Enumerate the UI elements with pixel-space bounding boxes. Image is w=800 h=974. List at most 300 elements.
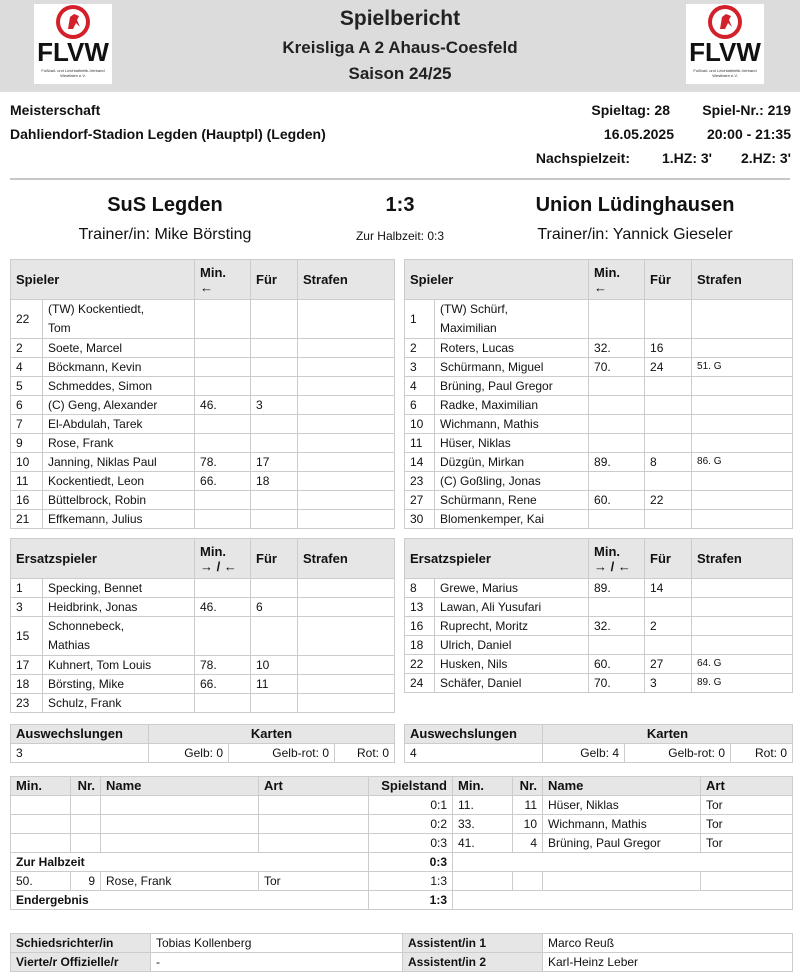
sub-for — [645, 598, 692, 617]
penalty — [692, 598, 793, 617]
penalty — [692, 636, 793, 655]
halftime-label: Zur Halbzeit — [11, 853, 369, 872]
penalty — [692, 300, 793, 339]
penalty — [298, 396, 395, 415]
player-number: 16 — [405, 617, 435, 636]
penalty — [298, 694, 395, 713]
table-header-row — [405, 539, 793, 579]
officials-row — [11, 953, 793, 972]
sub-minute — [195, 510, 251, 529]
sub-minute: 46. — [195, 396, 251, 415]
sub-for — [251, 434, 298, 453]
penalty — [298, 510, 395, 529]
player-number: 2 — [405, 339, 435, 358]
player-number: 6 — [11, 396, 43, 415]
player-number: 18 — [405, 636, 435, 655]
penalty — [298, 617, 395, 656]
player-name: Wichmann, Mathis — [435, 415, 589, 434]
sub-minute — [589, 377, 645, 396]
game-number: Spiel-Nr.: 219 — [702, 102, 791, 118]
player-row — [405, 358, 793, 377]
venue: Dahliendorf-Stadion Legden (Hauptpl) (Legden) — [10, 126, 326, 142]
player-name: Böckmann, Kevin — [43, 358, 195, 377]
player-row — [405, 579, 793, 598]
yellow-red-cards: Gelb-rot: 0 — [625, 744, 731, 763]
match-date: 16.05.2025 — [603, 126, 674, 142]
player-row — [405, 674, 793, 693]
player-name: Düzgün, Mirkan — [435, 453, 589, 472]
away-lineup-table — [404, 259, 793, 529]
competition-type: Meisterschaft — [10, 102, 101, 118]
player-number: 8 — [405, 579, 435, 598]
player-row — [11, 377, 395, 396]
player-name: Schmeddes, Simon — [43, 377, 195, 396]
away-team-name: Union Lüdinghausen — [535, 194, 735, 216]
player-name: Radke, Maximilian — [435, 396, 589, 415]
player-number: 18 — [11, 675, 43, 694]
player-name: Janning, Niklas Paul — [43, 453, 195, 472]
sub-for — [645, 300, 692, 339]
sub-for: 8 — [645, 453, 692, 472]
player-row — [405, 415, 793, 434]
penalty — [298, 472, 395, 491]
sub-for: 17 — [251, 453, 298, 472]
player-name: Husken, Nils — [435, 655, 589, 674]
penalty — [692, 415, 793, 434]
sub-for: 2 — [645, 617, 692, 636]
sub-minute — [195, 694, 251, 713]
league-name: Kreisliga A 2 Ahaus-Coesfeld — [282, 38, 518, 57]
sub-minute — [195, 358, 251, 377]
penalty — [298, 434, 395, 453]
player-row — [405, 377, 793, 396]
sub-minute: 32. — [589, 617, 645, 636]
sub-minute — [589, 415, 645, 434]
sub-for — [645, 377, 692, 396]
player-row — [11, 472, 395, 491]
sub-minute — [195, 434, 251, 453]
player-name: Effkemann, Julius — [43, 510, 195, 529]
sub-minute: 89. — [589, 579, 645, 598]
col-type: Art — [701, 777, 793, 796]
sub-minute: 66. — [195, 472, 251, 491]
table-header-row — [11, 260, 395, 300]
sub-for — [251, 694, 298, 713]
final-score: 1:3 — [385, 194, 415, 216]
col-name: Name — [101, 777, 259, 796]
sub-minute: 60. — [589, 491, 645, 510]
player-number: 5 — [11, 377, 43, 396]
player-row — [405, 510, 793, 529]
player-number: 27 — [405, 491, 435, 510]
penalty — [692, 617, 793, 636]
assistant1-name: Marco Reuß — [543, 934, 793, 953]
home-lineup-table — [10, 259, 395, 529]
sub-minute — [195, 300, 251, 339]
player-row — [405, 655, 793, 674]
summary-row — [11, 744, 395, 763]
table-header-row — [405, 260, 793, 300]
event-row: 0:2 33. 10 Wichmann, Mathis Tor — [11, 815, 793, 834]
sub-minute — [589, 396, 645, 415]
substitutions-count: 3 — [11, 744, 149, 763]
player-row — [11, 339, 395, 358]
player-number: 1 — [11, 579, 43, 598]
home-subs-table — [10, 538, 395, 713]
substitutions-count: 4 — [405, 744, 543, 763]
sub-minute: 46. — [195, 598, 251, 617]
sub-for: 6 — [251, 598, 298, 617]
player-name: Brüning, Paul Gregor — [435, 377, 589, 396]
table-header-row — [405, 725, 793, 744]
sub-minute: 66. — [195, 675, 251, 694]
sub-for: 14 — [645, 579, 692, 598]
player-row — [11, 396, 395, 415]
col-nr: Nr. — [513, 777, 543, 796]
sub-for — [251, 579, 298, 598]
sub-minute: 70. — [589, 358, 645, 377]
player-number: 11 — [405, 434, 435, 453]
sub-for — [251, 377, 298, 396]
player-name: Ruprecht, Moritz — [435, 617, 589, 636]
away-trainer: Trainer/in: Yannick Gieseler — [537, 226, 733, 243]
player-row — [405, 636, 793, 655]
player-name: Rose, Frank — [43, 434, 195, 453]
col-penalties: Strafen — [692, 539, 793, 579]
penalty — [298, 415, 395, 434]
player-number: 24 — [405, 674, 435, 693]
sub-minute — [195, 579, 251, 598]
penalty — [298, 491, 395, 510]
penalty — [692, 377, 793, 396]
player-row — [11, 358, 395, 377]
col-for: Für — [251, 539, 298, 579]
player-number: 13 — [405, 598, 435, 617]
penalty — [298, 579, 395, 598]
red-cards: Rot: 0 — [731, 744, 793, 763]
col-player: Spieler — [405, 260, 589, 300]
player-number: 11 — [11, 472, 43, 491]
player-row — [11, 510, 395, 529]
event-row: 50. 9 Rose, Frank Tor 1:3 — [11, 872, 793, 891]
sub-minute — [589, 598, 645, 617]
referee-name: Tobias Kollenberg — [151, 934, 403, 953]
player-row — [405, 396, 793, 415]
penalty — [692, 339, 793, 358]
event-row: 0:3 41. 4 Brüning, Paul Gregor Tor — [11, 834, 793, 853]
player-name: Soete, Marcel — [43, 339, 195, 358]
col-penalties: Strafen — [298, 539, 395, 579]
player-name: Hüser, Niklas — [435, 434, 589, 453]
player-number: 2 — [11, 339, 43, 358]
halftime-score: Zur Halbzeit: 0:3 — [355, 229, 445, 243]
col-substitutions: Auswechslungen — [405, 725, 543, 744]
season: Saison 24/25 — [348, 64, 452, 83]
penalty: 86. G — [692, 453, 793, 472]
col-min: Min. → / ← — [195, 539, 251, 579]
sub-for — [645, 434, 692, 453]
assistant2-name: Karl-Heinz Leber — [543, 953, 793, 972]
halftime-row — [11, 853, 793, 872]
player-name: Büttelbrock, Robin — [43, 491, 195, 510]
sub-minute — [589, 510, 645, 529]
player-number: 3 — [11, 598, 43, 617]
extra-time-second: 2.HZ: 3' — [740, 150, 791, 166]
final-score-cell: 1:3 — [369, 891, 453, 910]
player-number: 10 — [11, 453, 43, 472]
col-min: Min. — [453, 777, 513, 796]
sub-minute — [195, 617, 251, 656]
player-number: 4 — [11, 358, 43, 377]
penalty — [692, 579, 793, 598]
player-number: 23 — [11, 694, 43, 713]
player-row — [11, 656, 395, 675]
col-score: Spielstand — [369, 777, 453, 796]
penalty — [298, 675, 395, 694]
away-subs-table — [404, 538, 793, 693]
player-number: 17 — [11, 656, 43, 675]
player-name: (TW) Kockentiedt, Tom — [43, 300, 195, 339]
player-row — [405, 434, 793, 453]
matchday: Spieltag: 28 — [591, 102, 670, 118]
penalty — [692, 472, 793, 491]
final-label: Endergebnis — [11, 891, 369, 910]
player-row — [11, 415, 395, 434]
halftime-score-cell: 0:3 — [369, 853, 453, 872]
player-name: Blomenkemper, Kai — [435, 510, 589, 529]
extra-time-first: 1.HZ: 3' — [661, 150, 712, 166]
sub-for: 16 — [645, 339, 692, 358]
player-row — [11, 694, 395, 713]
sub-for — [251, 617, 298, 656]
sub-minute: 32. — [589, 339, 645, 358]
player-number: 7 — [11, 415, 43, 434]
player-number: 15 — [11, 617, 43, 656]
player-name: Ulrich, Daniel — [435, 636, 589, 655]
player-name: Schürmann, Rene — [435, 491, 589, 510]
horse-emblem-icon — [708, 5, 742, 39]
player-number: 9 — [11, 434, 43, 453]
player-name: (TW) Schürf, Maximilian — [435, 300, 589, 339]
final-row — [11, 891, 793, 910]
officials-row — [11, 934, 793, 953]
penalty — [298, 339, 395, 358]
player-row — [11, 434, 395, 453]
player-name: El-Abdulah, Tarek — [43, 415, 195, 434]
player-number: 10 — [405, 415, 435, 434]
col-min: Min. ← — [195, 260, 251, 300]
penalty — [298, 598, 395, 617]
sub-for: 27 — [645, 655, 692, 674]
player-name: (C) Goßling, Jonas — [435, 472, 589, 491]
player-name: Grewe, Marius — [435, 579, 589, 598]
player-name: Lawan, Ali Yusufari — [435, 598, 589, 617]
col-cards: Karten — [543, 725, 793, 744]
player-row — [11, 617, 395, 656]
sub-for: 18 — [251, 472, 298, 491]
player-name: Kuhnert, Tom Louis — [43, 656, 195, 675]
col-substitute: Ersatzspieler — [405, 539, 589, 579]
sub-minute — [195, 491, 251, 510]
summary-row — [405, 744, 793, 763]
sub-for — [251, 510, 298, 529]
player-number: 14 — [405, 453, 435, 472]
col-player: Spieler — [11, 260, 195, 300]
report-header — [0, 0, 800, 92]
player-row — [405, 598, 793, 617]
player-number: 22 — [11, 300, 43, 339]
col-for: Für — [251, 260, 298, 300]
player-row — [405, 491, 793, 510]
col-substitutions: Auswechslungen — [11, 725, 149, 744]
player-name: Börsting, Mike — [43, 675, 195, 694]
player-number: 3 — [405, 358, 435, 377]
page-title: Spielbericht — [339, 7, 461, 30]
sub-for: 10 — [251, 656, 298, 675]
penalty — [692, 491, 793, 510]
sub-for — [251, 415, 298, 434]
red-cards: Rot: 0 — [335, 744, 395, 763]
match-time: 20:00 - 21:35 — [706, 126, 791, 142]
sub-minute — [589, 636, 645, 655]
player-name: Kockentiedt, Leon — [43, 472, 195, 491]
col-nr: Nr. — [71, 777, 101, 796]
away-summary-table — [404, 724, 793, 763]
penalty — [298, 453, 395, 472]
sub-for — [645, 472, 692, 491]
home-trainer: Trainer/in: Mike Börsting — [78, 226, 252, 243]
player-row — [11, 453, 395, 472]
col-cards: Karten — [149, 725, 395, 744]
sub-for: 3 — [251, 396, 298, 415]
table-header-row — [11, 777, 793, 796]
penalty: 64. G — [692, 655, 793, 674]
flvw-logo: FLVW Fußball- und Leichtathletik-Verband Westfalen e.V. — [34, 4, 112, 84]
sub-for — [645, 636, 692, 655]
fourth-official-label: Vierte/r Offizielle/r — [11, 953, 151, 972]
player-number: 22 — [405, 655, 435, 674]
player-name: Heidbrink, Jonas — [43, 598, 195, 617]
sub-minute — [195, 377, 251, 396]
home-summary-table — [10, 724, 395, 763]
col-min: Min. — [11, 777, 71, 796]
sub-for — [251, 339, 298, 358]
penalty — [692, 396, 793, 415]
player-number: 16 — [11, 491, 43, 510]
player-name: Specking, Bennet — [43, 579, 195, 598]
player-row — [405, 617, 793, 636]
player-name: Schürmann, Miguel — [435, 358, 589, 377]
referee-label: Schiedsrichter/in — [11, 934, 151, 953]
sub-for: 22 — [645, 491, 692, 510]
horse-emblem-icon — [56, 5, 90, 39]
flvw-logo: FLVW Fußball- und Leichtathletik-Verband Westfalen e.V. — [686, 4, 764, 84]
assistant1-label: Assistent/in 1 — [403, 934, 543, 953]
col-for: Für — [645, 539, 692, 579]
player-number: 6 — [405, 396, 435, 415]
sub-for: 3 — [645, 674, 692, 693]
sub-minute: 78. — [195, 656, 251, 675]
sub-minute: 78. — [195, 453, 251, 472]
player-number: 1 — [405, 300, 435, 339]
assistant2-label: Assistent/in 2 — [403, 953, 543, 972]
yellow-cards: Gelb: 0 — [149, 744, 229, 763]
player-row — [11, 300, 395, 339]
player-row — [11, 598, 395, 617]
yellow-cards: Gelb: 4 — [543, 744, 625, 763]
player-row — [11, 491, 395, 510]
penalty — [298, 656, 395, 675]
player-row — [405, 472, 793, 491]
sub-minute: 70. — [589, 674, 645, 693]
player-name: Schonnebeck, Mathias — [43, 617, 195, 656]
player-row — [11, 579, 395, 598]
col-penalties: Strafen — [298, 260, 395, 300]
penalty: 51. G — [692, 358, 793, 377]
sub-for: 11 — [251, 675, 298, 694]
sub-minute — [589, 300, 645, 339]
officials-table — [10, 933, 793, 972]
player-number: 23 — [405, 472, 435, 491]
table-header-row — [11, 539, 395, 579]
col-min: Min. ← — [589, 260, 645, 300]
player-name: Schäfer, Daniel — [435, 674, 589, 693]
event-row: 0:1 11. 11 Hüser, Niklas Tor — [11, 796, 793, 815]
sub-minute: 60. — [589, 655, 645, 674]
extra-time-label: Nachspielzeit: — [535, 150, 630, 166]
penalty — [298, 300, 395, 339]
fourth-official-name: - — [151, 953, 403, 972]
player-name: Roters, Lucas — [435, 339, 589, 358]
yellow-red-cards: Gelb-rot: 0 — [229, 744, 335, 763]
sub-minute: 89. — [589, 453, 645, 472]
col-min: Min. → / ← — [589, 539, 645, 579]
sub-minute — [195, 415, 251, 434]
sub-for — [645, 510, 692, 529]
penalty: 89. G — [692, 674, 793, 693]
player-number: 4 — [405, 377, 435, 396]
sub-for — [645, 415, 692, 434]
player-name: (C) Geng, Alexander — [43, 396, 195, 415]
match-events-table — [10, 776, 793, 910]
col-substitute: Ersatzspieler — [11, 539, 195, 579]
sub-for — [251, 491, 298, 510]
col-name: Name — [543, 777, 701, 796]
sub-for — [251, 358, 298, 377]
col-for: Für — [645, 260, 692, 300]
col-penalties: Strafen — [692, 260, 793, 300]
col-type: Art — [259, 777, 369, 796]
penalty — [298, 377, 395, 396]
player-row — [405, 300, 793, 339]
player-row — [11, 675, 395, 694]
divider — [10, 178, 790, 180]
penalty — [692, 434, 793, 453]
home-team-name: SuS Legden — [107, 194, 223, 216]
sub-for — [645, 396, 692, 415]
penalty — [692, 510, 793, 529]
penalty — [298, 358, 395, 377]
player-name: Schulz, Frank — [43, 694, 195, 713]
sub-for: 24 — [645, 358, 692, 377]
table-header-row — [11, 725, 395, 744]
player-number: 21 — [11, 510, 43, 529]
player-row — [405, 339, 793, 358]
sub-minute — [589, 434, 645, 453]
player-row — [405, 453, 793, 472]
sub-minute — [589, 472, 645, 491]
player-number: 30 — [405, 510, 435, 529]
